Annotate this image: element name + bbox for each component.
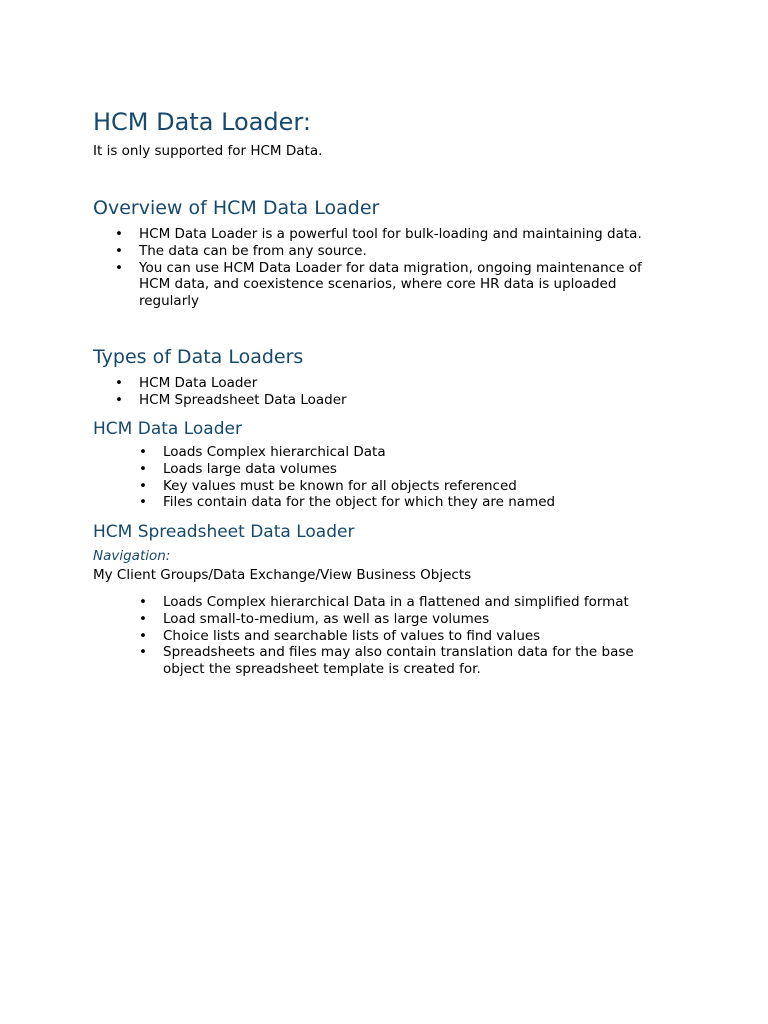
overview-list bbox=[93, 226, 683, 310]
list-item: • Load small-to-medium, as well as large volumes bbox=[139, 610, 490, 627]
bullet-icon: • bbox=[139, 644, 147, 661]
list-item: • HCM Data Loader is a powerful tool for bulk-loading and maintaining data. bbox=[115, 226, 642, 242]
bullet-icon: • bbox=[139, 444, 147, 460]
list-item: • You can use HCM Data Loader for data migration, ongoing maintenance of HCM data, and coexistence scenarios, where core HR data is uploaded regularly bbox=[115, 259, 642, 310]
list-item: • HCM Spreadsheet Data Loader bbox=[115, 391, 347, 408]
bullet-icon: • bbox=[139, 610, 147, 627]
hdl-heading: HCM Data Loader bbox=[93, 419, 242, 439]
list-item: • Loads large data volumes bbox=[139, 460, 337, 477]
hsdl-list bbox=[117, 594, 677, 678]
bullet-icon: • bbox=[115, 226, 123, 242]
types-heading: Types of Data Loaders bbox=[93, 346, 304, 368]
bullet-icon: • bbox=[139, 460, 147, 477]
bullet-icon: • bbox=[139, 627, 147, 644]
list-item: • Spreadsheets and files may also contain translation data for the base object the spreadsheet template is created for. bbox=[139, 644, 634, 678]
overview-heading: Overview of HCM Data Loader bbox=[93, 197, 380, 219]
page-title: HCM Data Loader: bbox=[93, 108, 311, 136]
bullet-icon: • bbox=[115, 375, 123, 391]
types-list bbox=[93, 375, 683, 409]
hdl-list bbox=[117, 444, 677, 511]
list-item: • Loads Complex hierarchical Data in a flattened and simplified format bbox=[139, 594, 629, 610]
list-item: • The data can be from any source. bbox=[115, 242, 367, 259]
bullet-icon: • bbox=[115, 242, 123, 259]
bullet-icon: • bbox=[139, 477, 147, 494]
bullet-icon: • bbox=[115, 391, 123, 408]
list-item: • HCM Data Loader bbox=[115, 375, 258, 391]
list-item: • Loads Complex hierarchical Data bbox=[139, 444, 386, 460]
bullet-icon: • bbox=[115, 259, 123, 276]
navigation-path: My Client Groups/Data Exchange/View Business Objects bbox=[93, 567, 472, 583]
list-item: • Files contain data for the object for which they are named bbox=[139, 494, 556, 511]
bullet-icon: • bbox=[139, 494, 147, 511]
list-item: • Choice lists and searchable lists of values to find values bbox=[139, 627, 541, 644]
list-item: • Key values must be known for all objects referenced bbox=[139, 477, 517, 494]
intro-text: It is only supported for HCM Data. bbox=[93, 143, 323, 159]
navigation-label: Navigation: bbox=[93, 548, 171, 564]
hsdl-heading: HCM Spreadsheet Data Loader bbox=[93, 522, 355, 542]
bullet-icon: • bbox=[139, 594, 147, 610]
